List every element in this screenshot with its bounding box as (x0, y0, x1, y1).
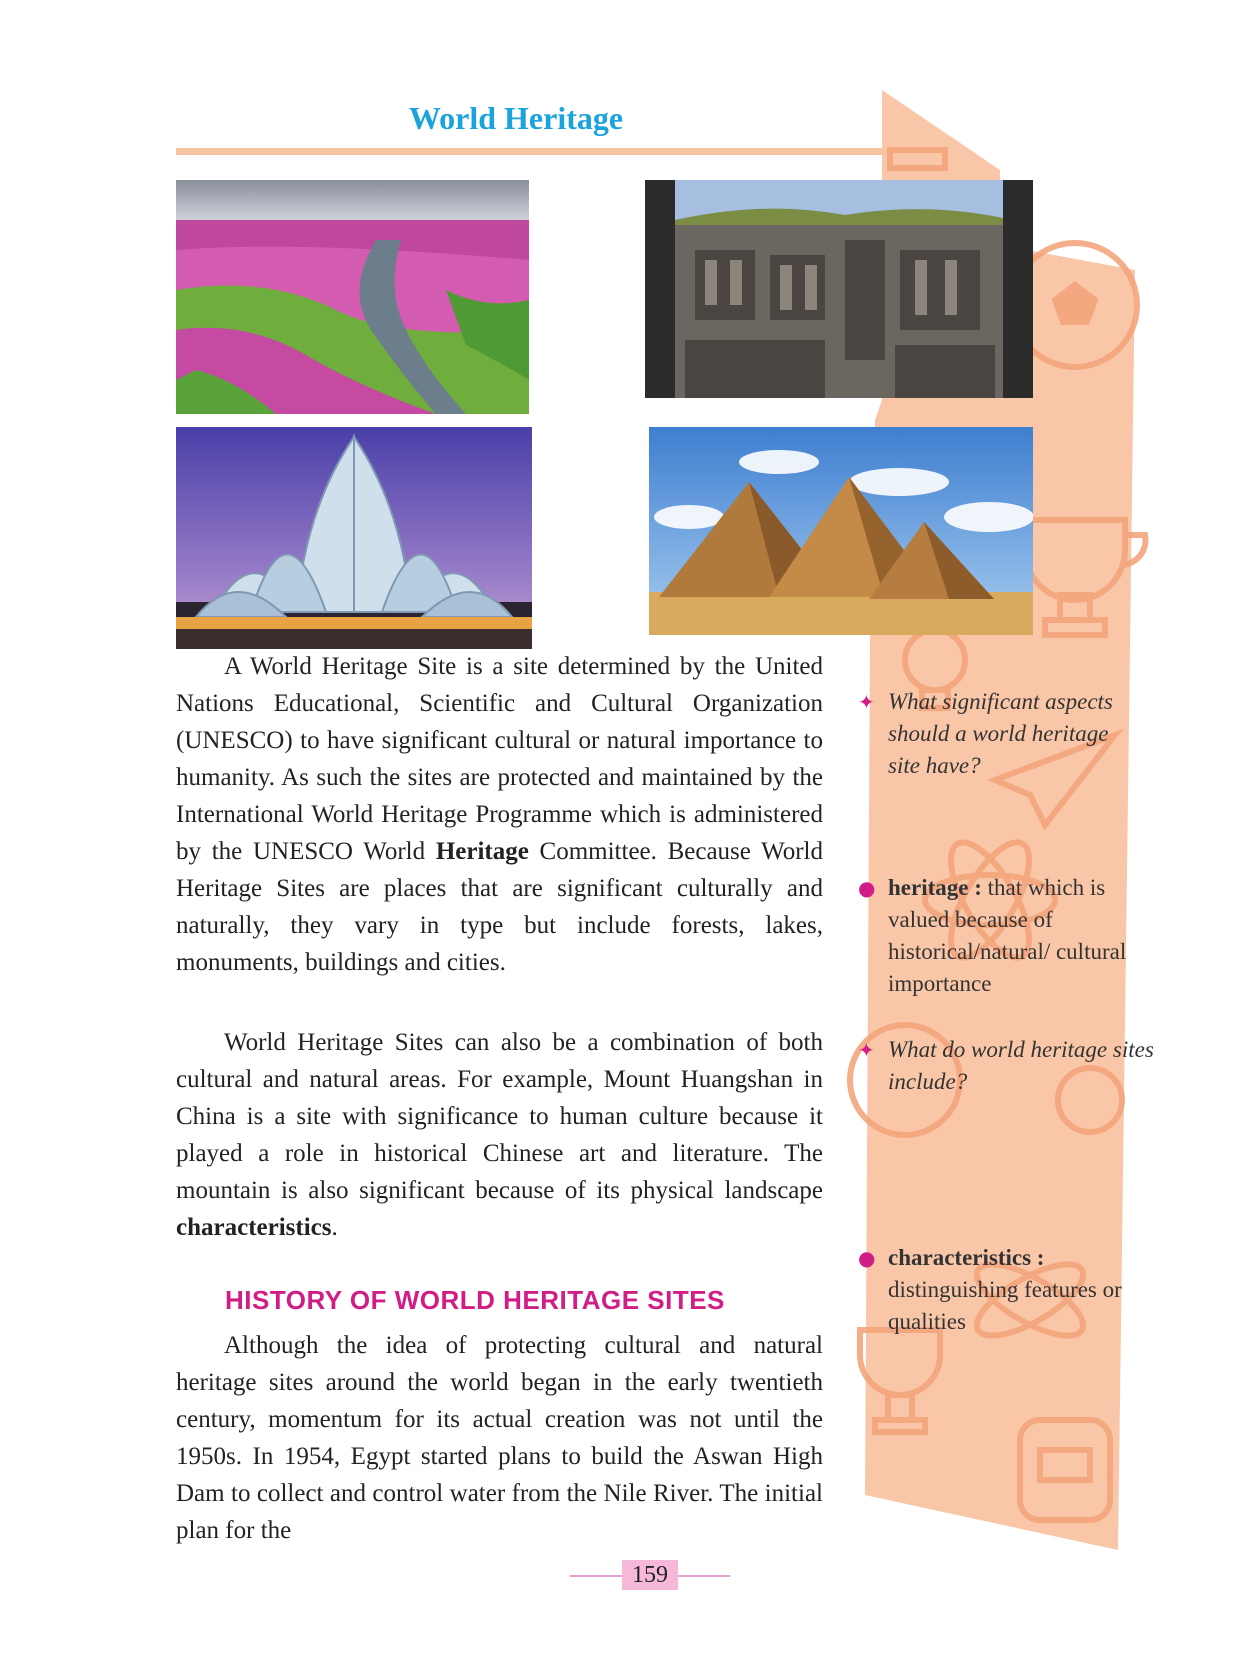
glossary-definition: distinguishing features or qualities (888, 1277, 1122, 1334)
page-number-value: 159 (622, 1560, 678, 1590)
paragraph-combination (176, 1024, 823, 1246)
bold-term-characteristics: characteristics (176, 1214, 332, 1241)
page-number (570, 1560, 730, 1590)
glossary-term: characteristics : (888, 1245, 1045, 1270)
dot-bullet-icon: ● (858, 1246, 876, 1270)
star-bullet-icon: ✦ (858, 690, 875, 714)
section-heading: HISTORY OF WORLD HERITAGE SITES (225, 1285, 725, 1315)
paragraph-text: . (331, 1214, 338, 1241)
lotus-temple-photo (176, 427, 532, 649)
star-bullet-icon: ✦ (858, 1038, 875, 1062)
paragraph-text: A World Heritage Site is a site determined by the United Nations Educational, Scientific and Cultural Organization (UNESCO) to have significant cultural or natural importance to humanity. As such the sites are protected and maintained by the International World Heritage Programme which is administered by the UNESCO World (176, 653, 823, 865)
paragraph-text: Committee. Because World Heritage Sites are places that are significant culturally and naturally, they vary in type but include forests, lakes, monuments, buildings and cities. (176, 838, 823, 976)
question-text: What do world heritage sites include? (888, 1037, 1154, 1094)
page-number-rule-right (678, 1575, 730, 1577)
sidebar-glossary-characteristics (858, 1242, 1138, 1338)
sidebar-question-2 (858, 1034, 1158, 1098)
rock-cut-temple-photo (645, 180, 1033, 398)
glossary-definition: that which is valued because of historical/natural/ cultural importance (888, 875, 1127, 996)
glossary-term: heritage : (888, 875, 982, 900)
sidebar-question-1 (858, 686, 1138, 782)
paragraph-text: World Heritage Sites can also be a combination of both cultural and natural areas. For example, Mount Huangshan in China is a site with significance to human culture because it played a role in historical Chinese art and literature. The mountain is also significant because of its physical landscape (176, 1029, 823, 1204)
title-underline (176, 148, 886, 155)
question-text: What significant aspects should a world heritage site have? (888, 689, 1113, 778)
dot-bullet-icon: ● (858, 876, 876, 900)
paragraph-text: Although the idea of protecting cultural and natural heritage sites around the world began in the early twentieth century, momentum for its actual creation was not until the 1950s. In 1954, Egypt started plans to build the Aswan High Dam to collect and control water from the Nile River. The initial plan for the (176, 1332, 823, 1544)
page-number-rule-left (570, 1575, 622, 1577)
page-title: World Heritage (408, 100, 624, 136)
paragraph-history (176, 1327, 823, 1549)
paragraph-definition (176, 648, 823, 981)
sidebar-glossary-heritage (858, 872, 1138, 1000)
bold-term-heritage: Heritage (435, 838, 529, 865)
flower-meadow-photo (176, 180, 529, 414)
pyramids-photo (649, 427, 1033, 635)
